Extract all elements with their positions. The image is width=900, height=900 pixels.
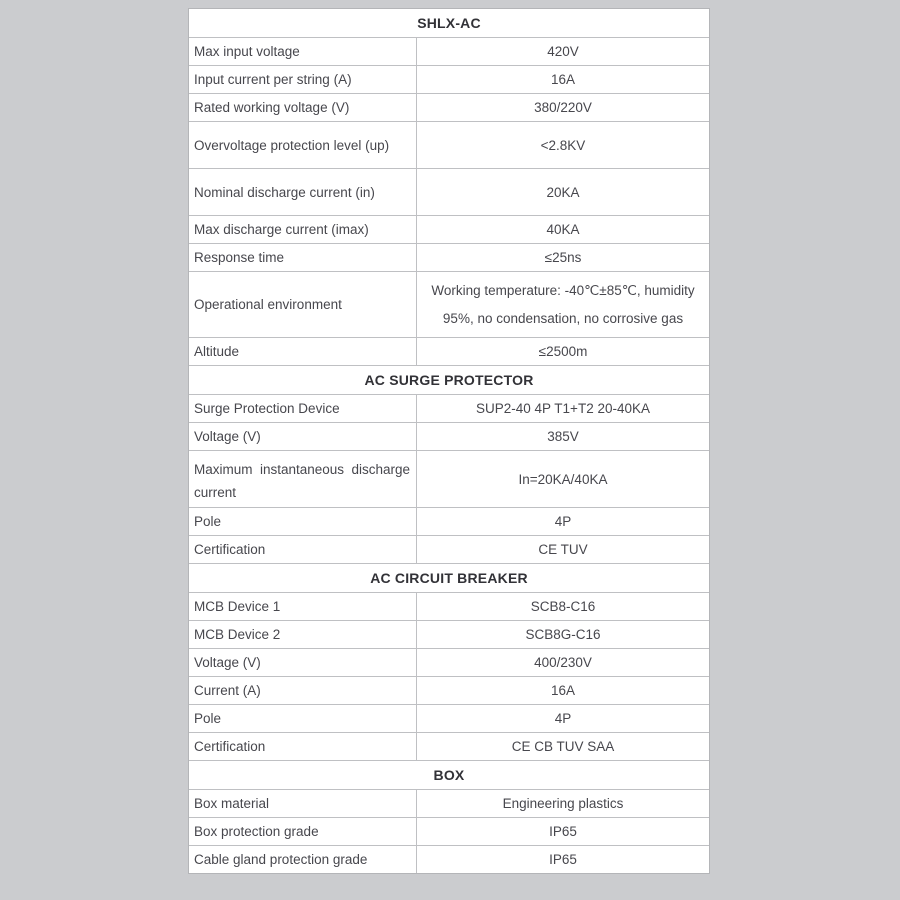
spec-label: Response time — [194, 250, 285, 265]
spec-value: ≤25ns — [416, 244, 709, 271]
table-row — [189, 168, 709, 215]
spec-value: 380/220V — [416, 94, 709, 121]
spec-label: Maximum instantaneous discharge current — [194, 462, 410, 500]
spec-value: CE TUV — [416, 536, 709, 563]
spec-label: MCB Device 1 — [194, 599, 281, 614]
spec-value: 40KA — [416, 216, 709, 243]
spec-label: Surge Protection Device — [194, 401, 340, 416]
spec-value: Working temperature: -40℃±85℃, humidity 95%, no condensation, no corrosive gas — [416, 272, 709, 337]
table-row — [189, 789, 709, 817]
spec-label: Cable gland protection grade — [194, 852, 368, 867]
spec-value: SCB8G-C16 — [416, 621, 709, 648]
spec-value: 4P — [416, 705, 709, 732]
table-row — [189, 676, 709, 704]
spec-value: 16A — [416, 66, 709, 93]
table-row — [189, 337, 709, 365]
table-row — [189, 37, 709, 65]
spec-label: Operational environment — [194, 297, 342, 312]
spec-label: Current (A) — [194, 683, 261, 698]
spec-value: <2.8KV — [416, 122, 709, 168]
table-row — [189, 592, 709, 620]
spec-value: ≤2500m — [416, 338, 709, 365]
section-header: AC CIRCUIT BREAKER — [189, 563, 709, 592]
table-row — [189, 704, 709, 732]
section-header: BOX — [189, 760, 709, 789]
table-row — [189, 93, 709, 121]
spec-label: Altitude — [194, 344, 240, 359]
spec-value: 20KA — [416, 169, 709, 215]
table-row — [189, 243, 709, 271]
spec-label: Box protection grade — [194, 824, 319, 839]
table-title: SHLX-AC — [417, 15, 481, 31]
spec-value: CE CB TUV SAA — [416, 733, 709, 760]
spec-label: Nominal discharge current (in) — [194, 184, 375, 200]
table-row — [189, 422, 709, 450]
table-row — [189, 620, 709, 648]
spec-value: 4P — [416, 508, 709, 535]
spec-value: IP65 — [416, 846, 709, 873]
spec-label: Rated working voltage (V) — [194, 100, 350, 115]
spec-label: Voltage (V) — [194, 429, 261, 444]
spec-label: Box material — [194, 796, 270, 811]
table-row — [189, 507, 709, 535]
spec-label: Pole — [194, 711, 222, 726]
table-row — [189, 394, 709, 422]
spec-label: Pole — [194, 514, 222, 529]
spec-label: Max input voltage — [194, 44, 300, 59]
section-header: AC SURGE PROTECTOR — [189, 365, 709, 394]
spec-value: Engineering plastics — [416, 790, 709, 817]
table-row — [189, 121, 709, 168]
table-row — [189, 845, 709, 873]
table-row — [189, 215, 709, 243]
table-row — [189, 648, 709, 676]
spec-label: Certification — [194, 739, 266, 754]
spec-value: 400/230V — [416, 649, 709, 676]
spec-value: 420V — [416, 38, 709, 65]
table-row — [189, 450, 709, 507]
spec-value: 16A — [416, 677, 709, 704]
table-row — [189, 535, 709, 563]
table-row — [189, 732, 709, 760]
spec-value: 385V — [416, 423, 709, 450]
table-row — [189, 271, 709, 337]
table-row — [189, 65, 709, 93]
spec-label: Voltage (V) — [194, 655, 261, 670]
spec-label: Certification — [194, 542, 266, 557]
spec-label: Max discharge current (imax) — [194, 222, 369, 237]
spec-value: In=20KA/40KA — [416, 451, 709, 507]
specification-table — [188, 8, 710, 874]
spec-label: Overvoltage protection level (up) — [194, 137, 390, 153]
spec-label: Input current per string (A) — [194, 72, 352, 87]
table-row — [189, 817, 709, 845]
spec-value: SCB8-C16 — [416, 593, 709, 620]
spec-value: SUP2-40 4P T1+T2 20-40KA — [416, 395, 709, 422]
spec-label: MCB Device 2 — [194, 627, 281, 642]
spec-value: IP65 — [416, 818, 709, 845]
